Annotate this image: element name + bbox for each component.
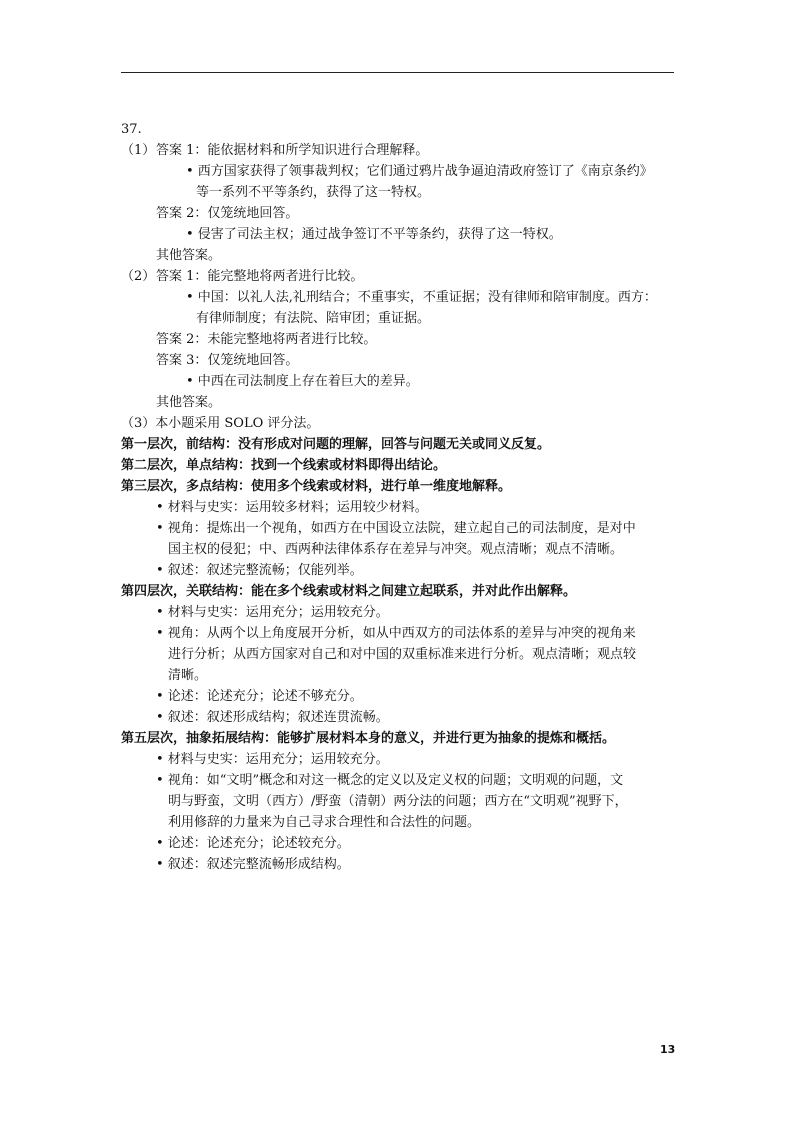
level5-heading: 第五层次，抽象拓展结构：能够扩展材料本身的意义，并进行更为抽象的提炼和概括。: [121, 731, 616, 746]
level3-item: • 材料与史实：运用较多材料；运用较少材料。: [156, 500, 428, 515]
level1-heading: 第一层次，前结构：没有形成对问题的理解，回答与问题无关或同义反复。: [121, 437, 551, 452]
part1-answer2: 答案 2：仅笼统地回答。: [156, 206, 299, 221]
level5-item: • 叙述：叙述完整流畅形成结构。: [156, 857, 350, 872]
part2-answer3: 答案 3：仅笼统地回答。: [156, 353, 299, 368]
level3-heading: 第三层次，多点结构：使用多个线索或材料，进行单一维度地解释。: [121, 479, 512, 494]
part2-answer3-bullet: • 中西在司法制度上存在着巨大的差异。: [186, 374, 419, 389]
level4-item: • 视角：从两个以上角度展开分析，如从中西双方的司法体系的差异与冲突的视角来: [156, 626, 636, 641]
page-number: 13: [660, 1043, 676, 1056]
part2-answer2: 答案 2：未能完整地将两者进行比较。: [156, 332, 377, 347]
header-rule: [121, 72, 674, 73]
level5-item: • 材料与史实：运用充分；运用较充分。: [156, 752, 389, 767]
part1-answer1-bullet: • 西方国家获得了领事裁判权；它们通过鸦片战争逼迫清政府签订了《南京条约》: [186, 164, 653, 179]
part1-answer1-bullet-cont: 等一系列不平等条约，获得了这一特权。: [196, 185, 431, 200]
part2-answer1-bullet: • 中国：以礼人法,礼刑结合；不重事实，不重证据；没有律师和陪审制度。西方：: [186, 290, 657, 305]
level3-item: • 叙述：叙述完整流畅；仅能列举。: [156, 563, 363, 578]
level3-item-cont: 国主权的侵犯；中、西两种法律体系存在差异与冲突。观点清晰；观点不清晰。: [168, 542, 624, 557]
level5-item-cont: 明与野蛮，文明（西方）/野蛮（清朝）两分法的问题；西方在“文明观”视野下，: [168, 794, 628, 809]
level5-item: • 论述：论述充分；论述较充分。: [156, 836, 350, 851]
level4-heading: 第四层次，关联结构：能在多个线索或材料之间建立起联系，并对此作出解释。: [121, 584, 577, 599]
part2-label: （2）: [121, 269, 156, 284]
question-number: 37.: [121, 122, 142, 137]
part2-answer1: 答案 1：能完整地将两者进行比较。: [156, 269, 364, 284]
part1-label: （1）: [121, 143, 156, 158]
level3-item: • 视角：提炼出一个视角，如西方在中国设立法院，建立起自己的司法制度，是对中: [156, 521, 636, 536]
part3-intro: （3）本小题采用 SOLO 评分法。: [121, 416, 320, 431]
level4-item-cont: 进行分析；从西方国家对自己和对中国的双重标准来进行分析。观点清晰；观点较: [168, 647, 637, 662]
level4-item: • 材料与史实：运用充分；运用较充分。: [156, 605, 389, 620]
level5-item-cont: 利用修辞的力量来为自己寻求合理性和合法性的问题。: [168, 815, 481, 830]
part2-other: 其他答案。: [156, 395, 222, 410]
part1-other: 其他答案。: [156, 248, 222, 263]
part2-answer1-bullet-cont: 有律师制度；有法院、陪审团；重证据。: [196, 311, 431, 326]
level4-item: • 论述：论述充分；论述不够充分。: [156, 689, 363, 704]
part1-answer2-bullet: • 侵害了司法主权；通过战争签订不平等条约，获得了这一特权。: [186, 227, 562, 242]
part1-answer1: 答案 1：能依据材料和所学知识进行合理解释。: [156, 143, 429, 158]
level2-heading: 第二层次，单点结构：找到一个线索或材料即得出结论。: [121, 458, 447, 473]
level5-item: • 视角：如“文明”概念和对这一概念的定义以及定义权的问题；文明观的问题，文: [156, 773, 624, 788]
level4-item-cont: 清晰。: [168, 668, 208, 683]
level4-item: • 叙述：叙述形成结构；叙述连贯流畅。: [156, 710, 389, 725]
